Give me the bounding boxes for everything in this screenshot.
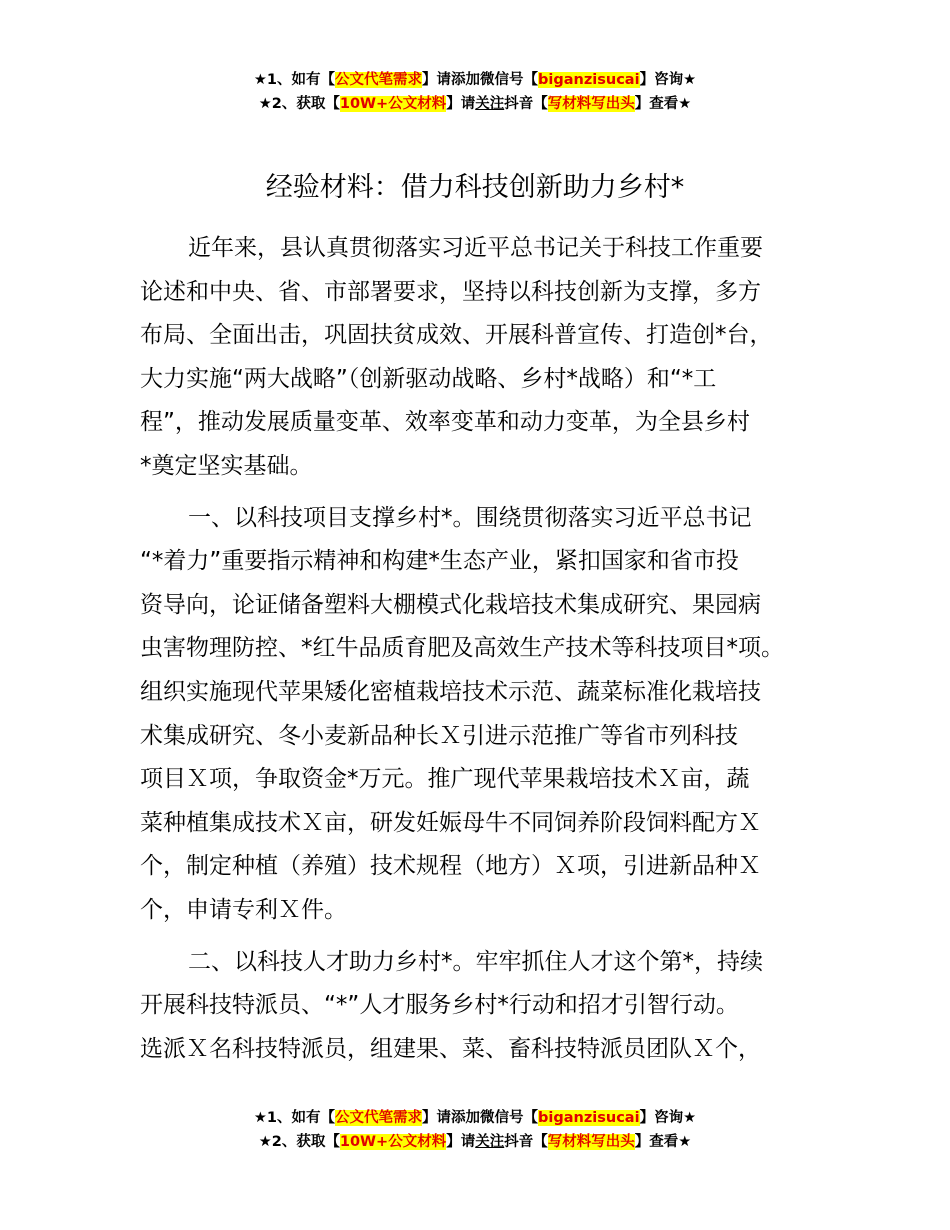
text-line: 二、以科技人才助力乡村*。牢牢抓住人才这个第*，持续 — [188, 948, 763, 975]
text-line: 开展科技特派员、“*”人才服务乡村*行动和招才引智行动。 — [140, 992, 739, 1019]
paragraph-intro — [140, 227, 830, 489]
text-line: 个，制定种植（养殖）技术规程（地方）Ｘ项，引进新品种Ｘ — [140, 853, 761, 880]
highlight-douyin: 写材料写出头 — [547, 1134, 635, 1150]
text-line: 虫害物理防控、*红牛品质育肥及高效生产技术等科技项目*项。 — [140, 635, 784, 662]
text-line: 一、以科技项目支撑乡村*。围绕贯彻落实习近平总书记 — [188, 504, 752, 531]
highlight-wechat-id: biganzisucai — [538, 72, 640, 88]
text-line: 资导向，论证储备塑料大棚模式化栽培技术集成研究、果园病 — [140, 591, 761, 618]
text-line: “*着力”重要指示精神和构建*生态产业，紧扣国家和省市投 — [140, 548, 739, 575]
highlight-douyin: 写材料写出头 — [547, 96, 635, 112]
text-line: *奠定坚实基础。 — [140, 452, 313, 479]
text-line: 程”，推动发展质量变革、效率变革和动力变革，为全县乡村 — [140, 409, 750, 436]
text-line: 个，申请专利Ｘ件。 — [140, 896, 347, 923]
text-line: 术集成研究、冬小麦新品种长Ｘ引进示范推广等省市列科技 — [140, 722, 738, 749]
text-line: 论述和中央、省、市部署要求，坚持以科技创新为支撑，多方 — [140, 278, 761, 305]
text-line: 菜种植集成技术Ｘ亩，研发妊娠母牛不同饲养阶段饲料配方Ｘ — [140, 809, 761, 836]
underlined-follow: 关注 — [475, 1134, 505, 1150]
text-line: 布局、全面出击，巩固扶贫成效、开展科普宣传、打造创*台， — [140, 322, 773, 349]
text-line: 项目Ｘ项，争取资金*万元。推广现代苹果栽培技术Ｘ亩，蔬 — [140, 766, 750, 793]
document-title: 经验材料：借力科技创新助力乡村* — [265, 172, 685, 203]
highlight-materials: 10W+公文材料 — [339, 96, 447, 112]
bottom-banner — [0, 1106, 950, 1154]
document-body — [140, 227, 830, 1071]
highlight-wechat-id: biganzisucai — [538, 1110, 640, 1126]
banner-line-1: ★1、如有【公文代笔需求】请添加微信号【biganzisucai】咨询★ — [253, 1110, 697, 1126]
paragraph-section-1 — [140, 497, 830, 933]
highlight-service: 公文代笔需求 — [335, 1110, 423, 1126]
highlight-service: 公文代笔需求 — [335, 72, 423, 88]
highlight-materials: 10W+公文材料 — [339, 1134, 447, 1150]
banner-line-2: ★2、获取【10W+公文材料】请关注抖音【写材料写出头】查看★ — [258, 1134, 692, 1150]
banner-line-2: ★2、获取【10W+公文材料】请关注抖音【写材料写出头】查看★ — [258, 96, 692, 112]
top-banner — [0, 68, 950, 116]
text-line: 大力实施“两大战略”（创新驱动战略、乡村*战略）和“*工 — [140, 365, 717, 392]
text-line: 近年来，县认真贯彻落实习近平总书记关于科技工作重要 — [188, 235, 763, 261]
paragraph-section-2 — [140, 941, 830, 1072]
text-line: 组织实施现代苹果矮化密植栽培技术示范、蔬菜标准化栽培技 — [140, 678, 761, 705]
text-line: 选派Ｘ名科技特派员，组建果、菜、畜科技特派员团队Ｘ个， — [140, 1035, 761, 1062]
banner-line-1: ★1、如有【公文代笔需求】请添加微信号【biganzisucai】咨询★ — [253, 72, 697, 88]
underlined-follow: 关注 — [475, 96, 505, 112]
